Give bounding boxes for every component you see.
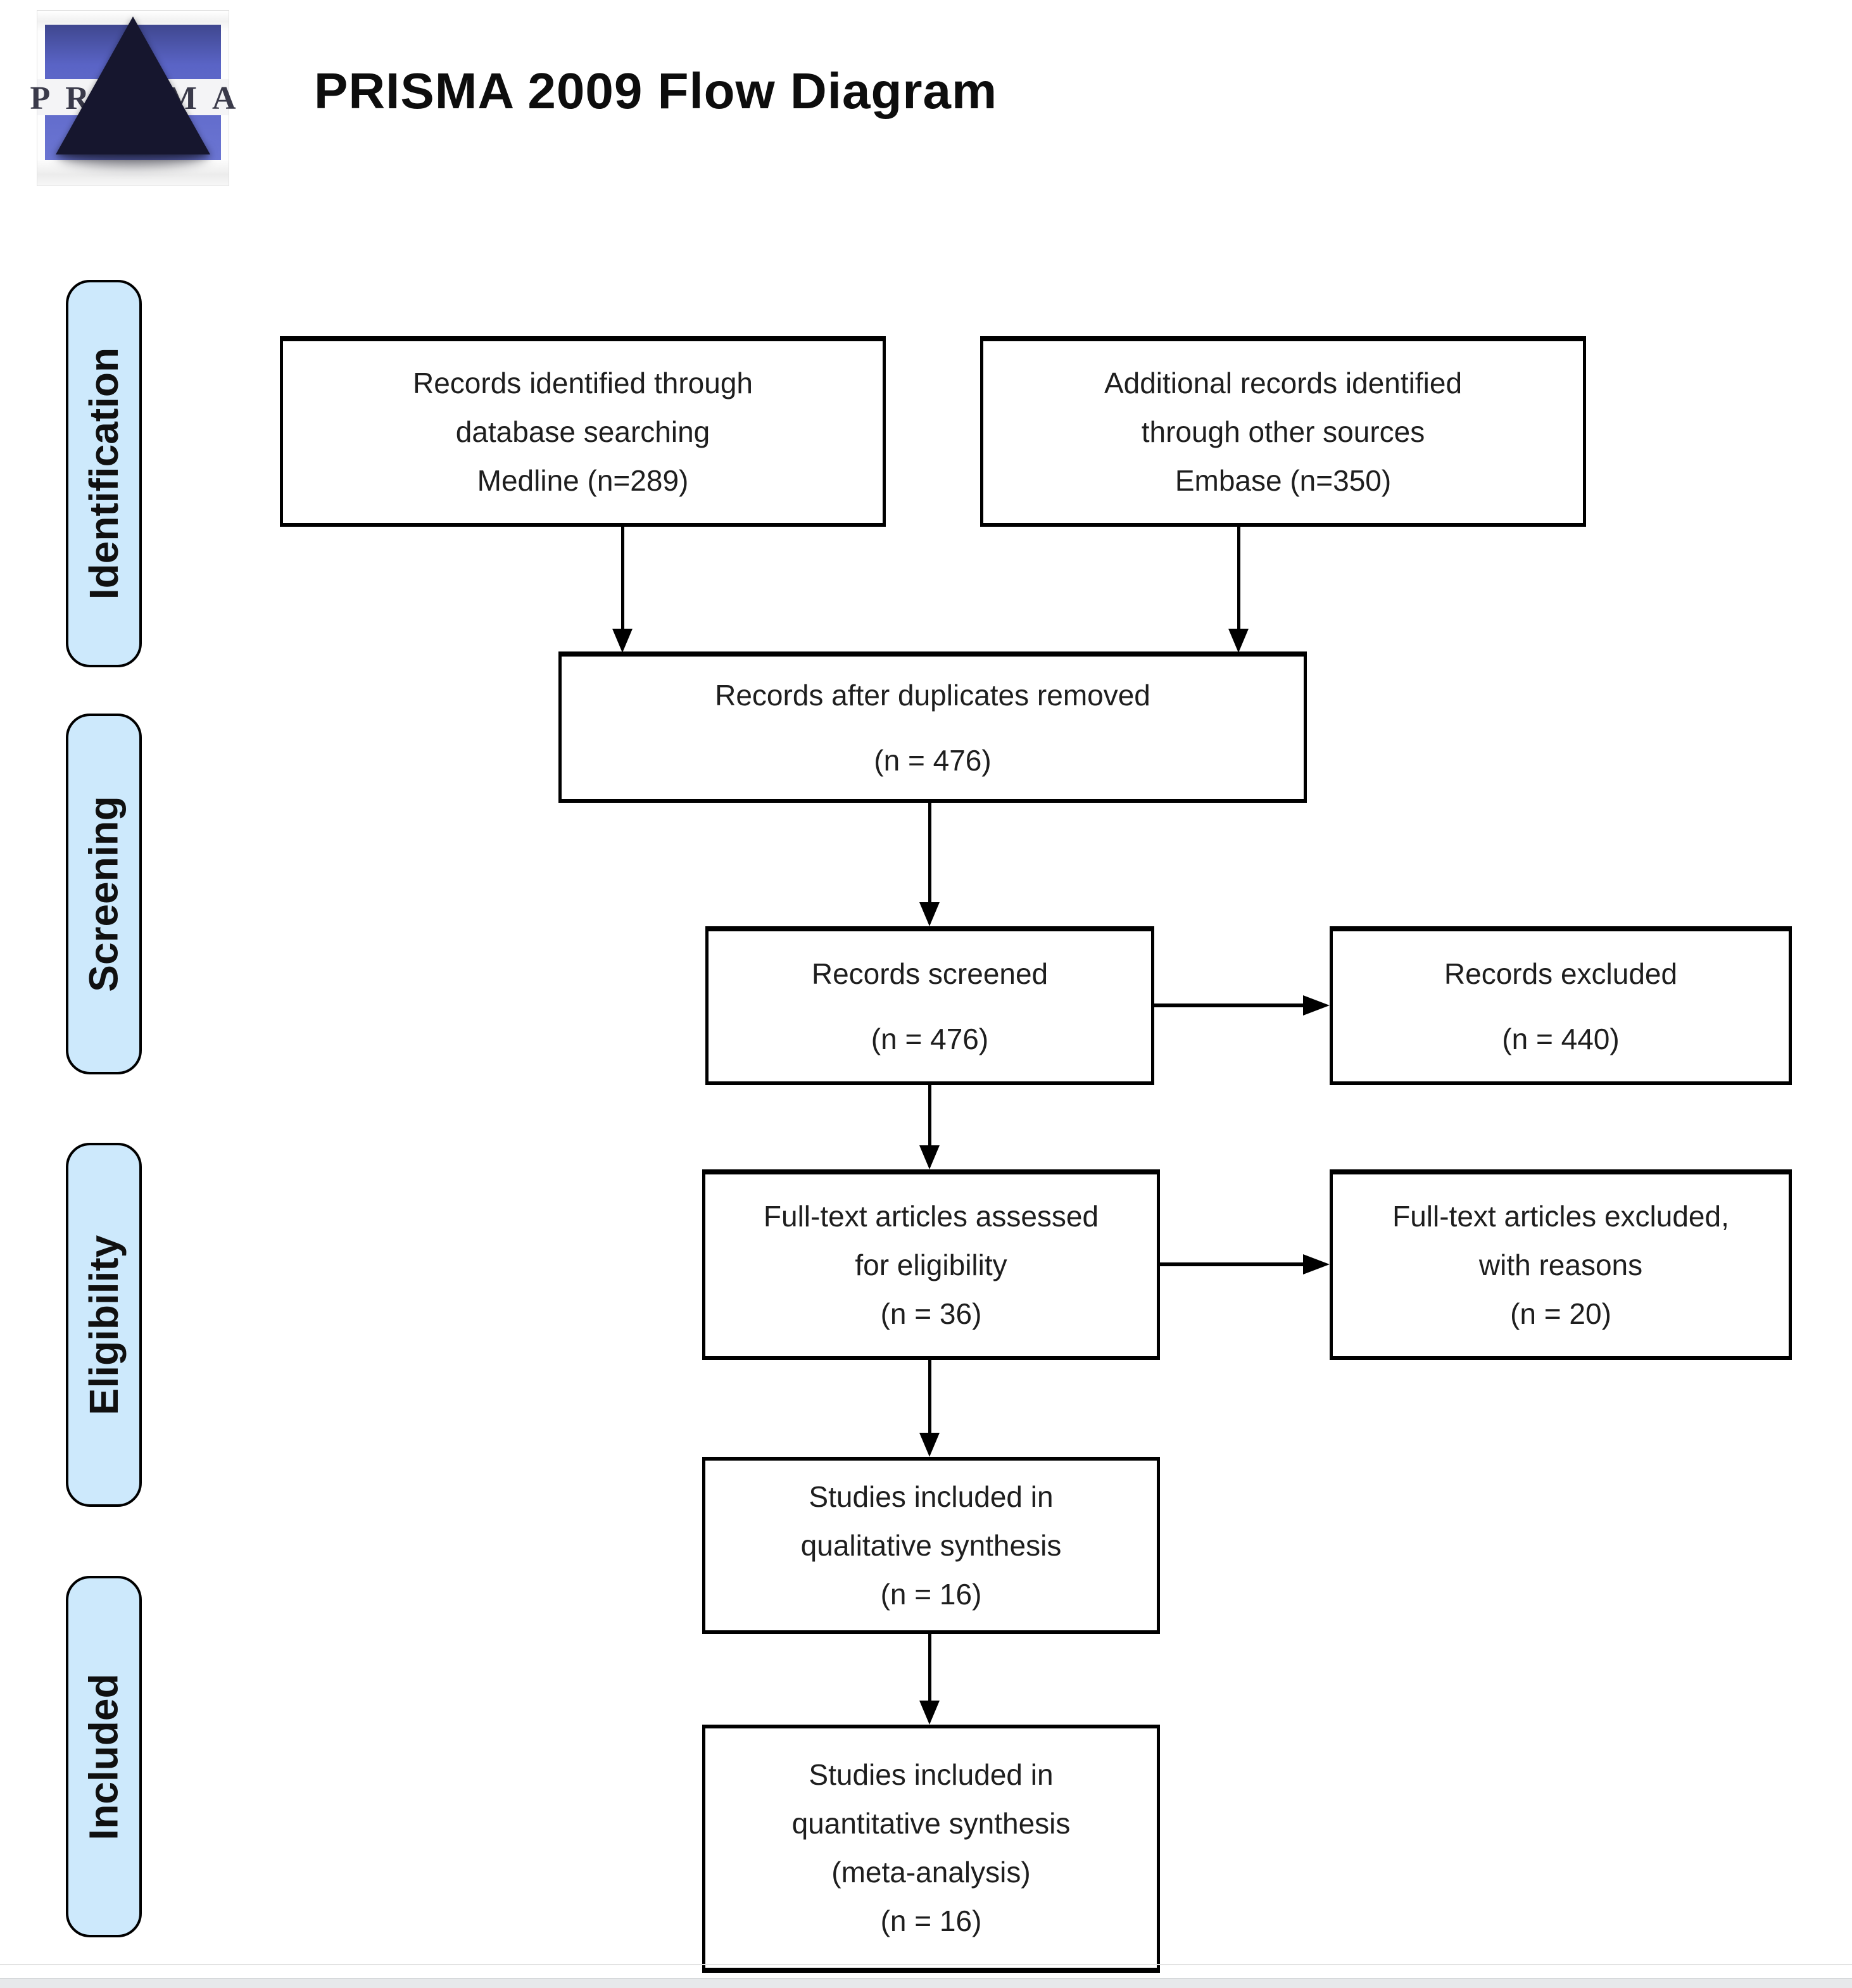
box-fulltext-excluded bbox=[1330, 1169, 1792, 1360]
arrowhead-down-icon bbox=[612, 629, 633, 653]
arrowhead-down-icon bbox=[919, 1145, 940, 1169]
box-count-line: (n = 476) bbox=[871, 1022, 989, 1055]
arrow-screened-to-excluded bbox=[1154, 1003, 1304, 1007]
box-fulltext-assessed bbox=[702, 1169, 1160, 1360]
stage-label-screening bbox=[66, 714, 142, 1074]
box-count-line: (n = 20) bbox=[1510, 1297, 1611, 1330]
page-title: PRISMA 2009 Flow Diagram bbox=[314, 63, 998, 119]
footer-divider bbox=[0, 1964, 1852, 1965]
box-text-line: Studies included in bbox=[809, 1758, 1054, 1791]
box-text-line: Records screened bbox=[811, 957, 1049, 990]
box-text-line: database searching bbox=[455, 415, 710, 448]
arrowhead-down-icon bbox=[919, 1433, 940, 1457]
box-records-screened bbox=[705, 926, 1154, 1085]
arrow-qualitative-to-quantitative bbox=[928, 1634, 931, 1702]
box-text-line: with reasons bbox=[1478, 1249, 1643, 1281]
arrow-fulltext-to-qualitative bbox=[928, 1360, 931, 1434]
box-count-line: (n = 440) bbox=[1502, 1022, 1620, 1055]
box-text-line: (meta-analysis) bbox=[831, 1856, 1031, 1889]
pyramid-icon bbox=[56, 16, 210, 154]
box-records-identified-database bbox=[280, 336, 886, 527]
stage-label-text: Included bbox=[81, 1673, 127, 1840]
arrowhead-right-icon bbox=[1303, 995, 1330, 1016]
box-text-line: Full-text articles assessed bbox=[763, 1200, 1099, 1233]
arrowhead-down-icon bbox=[919, 902, 940, 926]
box-count-line: (n = 16) bbox=[880, 1577, 982, 1611]
box-additional-records-other-sources bbox=[980, 336, 1586, 527]
arrow-fulltext-to-excluded bbox=[1160, 1262, 1304, 1266]
box-quantitative-synthesis bbox=[702, 1725, 1160, 1973]
box-qualitative-synthesis bbox=[702, 1457, 1160, 1634]
box-text-line: Records identified through bbox=[413, 367, 753, 399]
box-text-line: Embase (n=350) bbox=[1175, 464, 1392, 497]
arrowhead-right-icon bbox=[1303, 1254, 1330, 1274]
arrowhead-down-icon bbox=[919, 1701, 940, 1725]
box-text-line: through other sources bbox=[1141, 415, 1425, 448]
box-text-line: Studies included in bbox=[809, 1480, 1054, 1513]
stage-label-included bbox=[66, 1576, 142, 1937]
box-text-line: for eligibility bbox=[855, 1249, 1007, 1281]
stage-label-text: Screening bbox=[81, 796, 127, 992]
stage-label-text: Identification bbox=[81, 347, 127, 600]
arrow-other-to-duplicates bbox=[1237, 527, 1240, 630]
footer-scroll-strip bbox=[0, 1978, 1852, 1988]
box-records-excluded bbox=[1330, 926, 1792, 1085]
stage-label-identification bbox=[66, 280, 142, 667]
prisma-logo bbox=[30, 10, 251, 186]
arrow-database-to-duplicates bbox=[621, 527, 624, 630]
box-text-line: Full-text articles excluded, bbox=[1392, 1200, 1729, 1233]
box-count-line: (n = 16) bbox=[880, 1904, 982, 1937]
box-records-after-duplicates bbox=[558, 651, 1307, 803]
box-text-line: Additional records identified bbox=[1104, 367, 1463, 399]
box-text-line: Records excluded bbox=[1444, 957, 1678, 990]
stage-label-eligibility bbox=[66, 1143, 142, 1507]
box-text-line: quantitative synthesis bbox=[791, 1807, 1071, 1840]
logo-background bbox=[30, 25, 251, 160]
box-text-line: qualitative synthesis bbox=[800, 1528, 1062, 1562]
logo-wordmark: PRISMA bbox=[30, 80, 251, 117]
arrow-duplicates-to-screened bbox=[928, 803, 931, 905]
box-text-line: Records after duplicates removed bbox=[715, 678, 1150, 712]
box-count-line: (n = 36) bbox=[880, 1297, 982, 1330]
arrow-screened-to-fulltext bbox=[928, 1085, 931, 1147]
box-count-line: (n = 476) bbox=[874, 743, 992, 777]
box-text-line: Medline (n=289) bbox=[477, 464, 689, 497]
arrowhead-down-icon bbox=[1228, 629, 1249, 653]
stage-label-text: Eligibility bbox=[81, 1235, 127, 1415]
